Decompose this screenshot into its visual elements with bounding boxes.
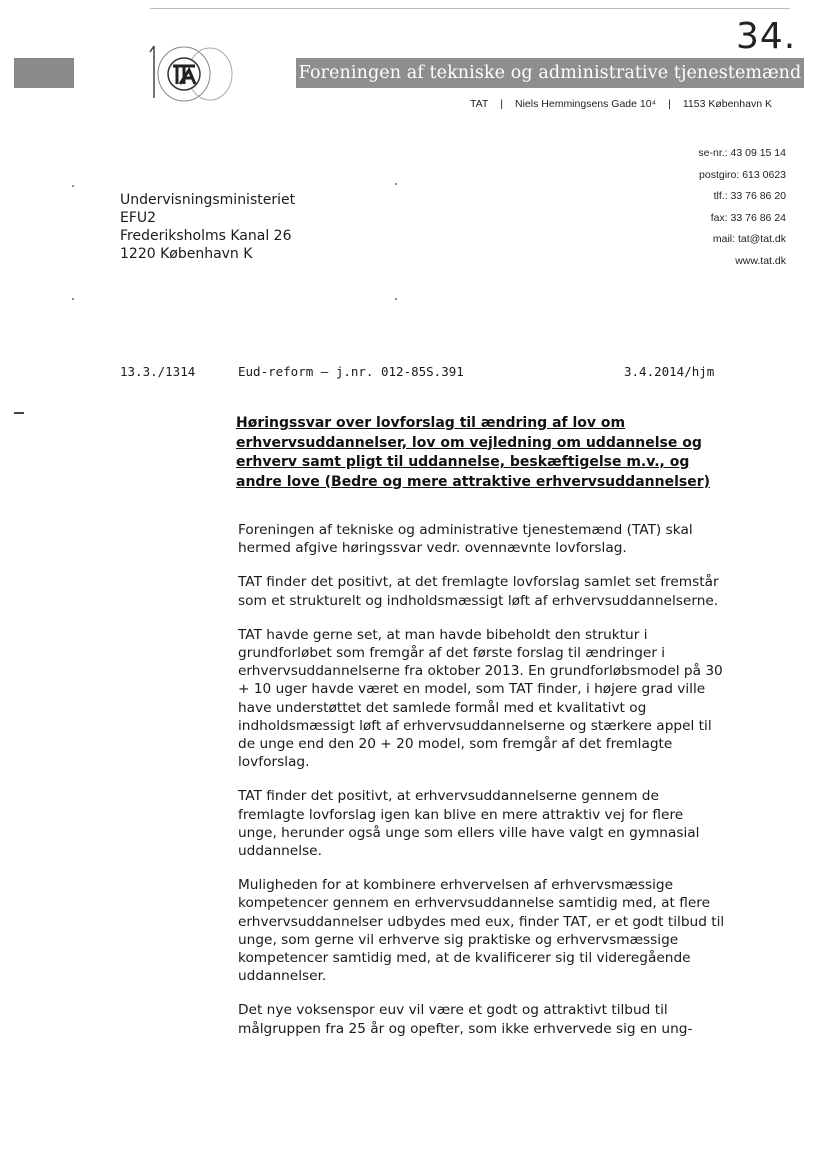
short-name: TAT xyxy=(470,98,489,110)
letter-date: 3.4.2014/hjm xyxy=(624,364,715,379)
recipient-line: Undervisningsministeriet xyxy=(120,192,296,208)
letterhead-address xyxy=(470,98,772,110)
vat-number: se-nr.: 43 09 15 14 xyxy=(698,147,786,159)
email: mail: tat@tat.dk xyxy=(712,233,786,245)
window-corner-mark xyxy=(72,298,74,300)
tat-100-logo-icon xyxy=(140,40,240,104)
recipient-line: EFU2 xyxy=(120,210,157,226)
recipient-address xyxy=(120,191,295,263)
phone: tlf.: 33 76 86 20 xyxy=(713,190,786,202)
window-corner-mark xyxy=(395,298,397,300)
handwritten-page-number: 34. xyxy=(736,16,797,57)
body-paragraph: Foreningen af tekniske og administrative tjenestemænd (TAT) skal hermed afgive høringssvar vedr. ovennævnte lovforslag. xyxy=(238,522,693,557)
scan-top-rule xyxy=(150,8,790,9)
recipient-line: 1220 København K xyxy=(120,246,253,262)
window-corner-mark xyxy=(72,185,74,187)
our-reference: 13.3./1314 xyxy=(120,364,196,379)
body-paragraph: TAT finder det positivt, at det fremlagte lovforslag samlet set fremstår som et strukturelt og indholdsmæssigt løft af erhvervsuddannelserne. xyxy=(238,574,719,609)
letter-body xyxy=(238,521,726,1054)
body-paragraph: Muligheden for at kombinere erhvervelsen af erhvervsmæssige kompetencer gennem en erhvervsuddannelse samtidig med, at flere erhvervsuddannelser udbydes med eux, finder TAT, er et godt tilbud til unge, som gerne vil erhverve sig praktiske og erhvervsmæssige kompetencer samtidig med, at de kvalificerer sig til videregående uddannelser. xyxy=(238,877,725,985)
address-separator: | xyxy=(500,98,504,110)
street-address: Niels Hemmingsens Gade 10⁴ xyxy=(515,98,657,110)
address-separator: | xyxy=(668,98,671,110)
fax: fax: 33 76 86 24 xyxy=(710,211,786,224)
case-reference: Eud-reform – j.nr. 012-85S.391 xyxy=(238,364,464,379)
city-address: 1153 København K xyxy=(682,98,772,110)
website: www.tat.dk xyxy=(735,254,786,267)
body-paragraph: TAT finder det positivt, at erhvervsuddannelserne gennem de fremlagte lovforslag igen kan blive en mere attraktiv vej for flere unge, herunder også unge som ellers ville have valgt en gymnasial uddannelse. xyxy=(238,788,700,860)
body-paragraph: Det nye voksenspor euv vil være et godt og attraktivt tilbud til målgruppen fra 25 år og opefter, som ikke erhvervede sig en ung- xyxy=(238,1002,693,1037)
recipient-line: Frederiksholms Kanal 26 xyxy=(120,228,292,244)
tat-100-logo xyxy=(140,40,240,104)
organization-banner: Foreningen af tekniske og administrative tjenestemænd xyxy=(296,58,804,88)
postgiro: postgiro: 613 0623 xyxy=(699,168,786,181)
scan-margin-mark xyxy=(14,58,74,88)
window-corner-mark xyxy=(395,183,397,185)
fold-mark xyxy=(14,412,24,414)
contact-block xyxy=(698,143,786,272)
body-paragraph: TAT havde gerne set, at man havde bibeholdt den struktur i grundforløbet som fremgår af det første forslag til ændringer i erhvervsuddannelserne fra oktober 2013. En grundforløbsmodel på 30 + 10 uger havde været en model, som TAT finder, i højere grad ville have understøttet det samlede formål med et kvalitativt og indholdsmæssigt løft af erhvervsuddannelserne og stærkere appel til de unge end den 20 + 20 model, som fremgår af det fremlagte lovforslag. xyxy=(238,626,723,771)
subject-heading: Høringssvar over lovforslag til ændring af lov om erhvervsuddannelser, lov om vejledning om uddannelse og erhverv samt pligt til uddannelse, beskæftigelse m.v., og andre love (Bedre og mere attraktive erhvervsuddannelser) xyxy=(236,415,710,490)
